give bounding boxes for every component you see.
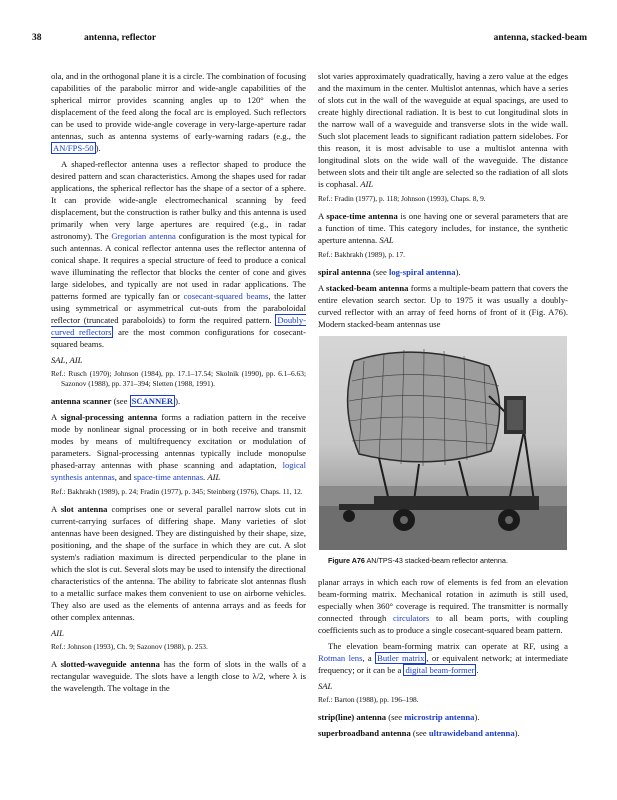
link-circulators[interactable]: circulators	[392, 613, 430, 623]
entry-term: stacked-beam antenna	[326, 283, 409, 293]
entry-term: antenna scanner	[51, 396, 112, 406]
entry-term: signal-processing antenna	[60, 412, 158, 422]
entry-space-time-antenna: A space-time antenna is one having one or several parameters that are a function of time. This category includes, for instance, the synthetic aperture antenna. SAL	[318, 211, 568, 245]
page-number: 38	[32, 33, 42, 43]
entry-term: slot antenna	[60, 504, 108, 514]
entry-term: strip(line) antenna	[318, 712, 387, 722]
right-column	[318, 70, 568, 743]
left-column	[51, 70, 306, 698]
link-rotman-lens[interactable]: Rotman lens	[318, 653, 363, 663]
link-gregorian-antenna[interactable]: Gregorian antenna	[111, 231, 176, 241]
author-signature: SAL	[318, 681, 333, 691]
link-cosecant-squared-beams[interactable]: cosecant-squared beams	[183, 291, 269, 301]
paragraph-reflector-continued: ola, and in the orthogonal plane it is a circle. The combination of focusing capabilities of the parabolic mirror and wide-angle capabilities of the spherical mirror provides scanning angles up to 120° when the displacement of the feed along the focal arc is employed. Such reflectors can be used to provide wide-angle coverage in very-large-aperture radar antennas, such as antenna systems of early-warning radars (e.g., the AN/FPS-50 ).	[51, 71, 306, 153]
author-signature: AIL	[207, 472, 221, 482]
entry-slot-antenna: A slot antenna comprises one or several parallel narrow slots cut in current-carrying surfaces of differing shape. Many varieties of slot antennas have been designed. They are distinguished by their shape, size, positioning, and the shape of the surface in which they are cut. A slot system's radiation maximum is directed perpendicular to the plane in which the slot is cut. Several slots may be used to intensify the directional characteristics of the antenna. The ability to fabricate slot antennas flush to a metallic surface makes them convenient to use on airborne vehicles. They also are used as the elements of antenna arrays and as feeds for other complex antennas.	[51, 504, 306, 622]
entry-term: superbroadband antenna	[318, 728, 411, 738]
reference-line: Ref.: Bakhrakh (1989), p. 17.	[318, 250, 406, 259]
paragraph-slotted-waveguide-continued: slot varies approximately quadratically, having a zero value at the edges and the maximum in the center. Multislot antennas, which have a series of slots cut in the wall of the waveguide at equal spacings, are used to create highly directional radiation. It is best to cut longitudinal slots in the narrow wall of a waveguide and transverse slots in the wide wall. Such slot placement leads to significant radiation pattern sidelobes. For this reason, it is most advisable to use a multislot antenna with longitudinal slots on the wide wall of the waveguide. The distance between slots and their tilt angle are selected so the radiation of all slots is cophasal. AIL	[318, 71, 568, 189]
figure-label: Figure A76	[328, 556, 365, 565]
author-signature: SAL	[379, 235, 394, 245]
figure-a76-photo	[319, 336, 567, 550]
entry-term: space-time antenna	[326, 211, 398, 221]
link-logical-synthesis-antennas[interactable]: logical synthesis antennas	[51, 460, 306, 482]
header-left-title: antenna, reflector	[84, 33, 157, 43]
paragraph-planar-arrays: planar arrays in which each row of elements is fed from an elevation beam-forming matrix. Mechanical rotation in azimuth is still used, especially when 360° coverage is required. The transmitter is normally connected through circulators to all beam ports, with coupling coefficients such as to produce a single cosecant-squared beam pattern.	[318, 577, 568, 635]
entry-signal-processing-antenna: A signal-processing antenna forms a radiation pattern in the receive mode by nonlinear signal processing or in both receive and transmit modes by means of multifrequency excitation or modulation of parameters. Signal-processing antennas typically include monopulse phased-array antennas with phase scanning and adaptation, logical synthesis antennas, and space-time antennas. AIL	[51, 412, 306, 482]
entry-stacked-beam-antenna: A stacked-beam antenna forms a multiple-beam pattern that covers the entire elevation search sector. Up to 1975 it was usually a doubly-curved reflector with an array of feed horns of front of it (Fig. A76). Modern stacked-beam antennas use	[318, 283, 568, 329]
link-digital-beam-former[interactable]: digital beam-former	[405, 665, 475, 675]
author-signature: SAL, AIL	[51, 355, 83, 365]
paragraph-beam-forming-matrix: The elevation beam-forming matrix can operate at RF, using a Rotman lens, a Butler matrix , or equivalent network; at intermediate frequency; or it can be a digital beam-former .	[318, 641, 568, 675]
entry-strip-line-antenna: strip(line) antenna (see microstrip antenna).	[318, 712, 480, 722]
entry-term: slotted-waveguide antenna	[60, 659, 160, 669]
link-ultrawideband-antenna[interactable]: ultrawideband antenna	[428, 728, 515, 738]
link-space-time-antennas[interactable]: space-time antennas	[133, 472, 204, 482]
link-butler-matrix[interactable]: Butler matrix	[377, 653, 425, 663]
entry-spiral-antenna: spiral antenna (see log-spiral antenna).	[318, 267, 461, 277]
link-doubly-curved-reflectors[interactable]: Doubly-curved reflectors	[51, 315, 306, 337]
author-signature: AIL	[360, 179, 374, 189]
reference-line: Ref.: Johnson (1993), Ch. 9; Sazonov (1988), p. 253.	[51, 642, 208, 651]
entry-term: spiral antenna	[318, 267, 371, 277]
link-scanner[interactable]: SCANNER	[131, 396, 174, 406]
link-microstrip-antenna[interactable]: microstrip antenna	[404, 712, 475, 722]
author-signature: AIL	[51, 628, 64, 638]
antenna-illustration	[319, 336, 567, 550]
entry-superbroadband-antenna: superbroadband antenna (see ultrawideband antenna).	[318, 728, 520, 738]
entry-slotted-waveguide-antenna: A slotted-waveguide antenna has the form of slots in the walls of a rectangular waveguide. The slots have a length close to λ/2, where λ is the wavelength. The voltage in the	[51, 659, 306, 693]
figure-caption: Figure A76 AN/TPS-43 stacked-beam reflector antenna.	[328, 556, 508, 565]
reference-line: Ref.: Bakhrakh (1989), p. 24; Fradin (1977), p. 345; Steinberg (1976), Chaps. 11, 12.	[51, 487, 303, 496]
paragraph-shaped-reflector: A shaped-reflector antenna uses a reflector shaped to produce the desired pattern and scan characteristics. Among the shapes used for radar applications, the spherical reflector has the shape of a sector of a sphere. It can provide wide-angle electromechanical scanning by feed displacement, but the construction is rather bulky and this antenna is used primarily when very large apertures are required (e.g., in radar astronomy). The Gregorian antenna configuration is the most typical for such antennas. A conical reflector antenna uses the reflector antenna of conical shape. It requires a special structure of feed to produce a conical wave illuminating the reflector that blocks the center of cone and gives large sidelobes, and typically are not used in radar applications. The patterns formed are typically fan or cosecant-squared beams, the latter using symmetrical or asymmetrical cut-outs from the paraboloidal reflector (truncated paraboloids) to form the required pattern. Doubly-curved reflectors are the most common configurations for cosecant-squared beams.	[51, 159, 306, 349]
reference-line: Ref.: Fradin (1977), p. 118; Johnson (1993), Chaps. 8, 9.	[318, 194, 486, 203]
running-header	[32, 33, 587, 47]
reference-line: Ref.: Rusch (1970); Johnson (1984), pp. 17.1–17.54; Skolnik (1990), pp. 6.1–6.63; Sazonov (1988), pp. 371–394; Sletten (1988, 1991).	[51, 369, 306, 388]
header-right-title: antenna, stacked-beam	[493, 33, 587, 43]
reference-line: Ref.: Barton (1988), pp. 196–198.	[318, 695, 419, 704]
entry-antenna-scanner: antenna scanner (see SCANNER ).	[51, 396, 181, 406]
link-an-fps-50[interactable]: AN/FPS-50	[53, 143, 94, 153]
link-log-spiral-antenna[interactable]: log-spiral antenna	[388, 267, 456, 277]
